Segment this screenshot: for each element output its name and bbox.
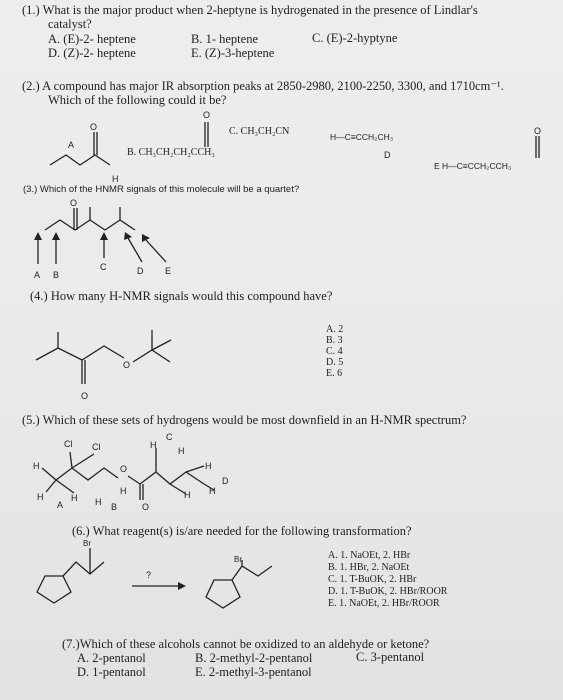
q2-structure-e-carbonyl (536, 136, 539, 158)
q5-label-d: D (222, 476, 229, 486)
q5-label-o-ether: O (120, 464, 128, 474)
q5-label-cl2: Cl (92, 442, 101, 452)
q4-label-o-carbonyl: O (81, 391, 89, 401)
q6-option-e: E. 1. NaOEt, 2. HBr/ROOR (328, 598, 440, 609)
q6-option-d: D. 1. T-BuOK, 2. HBr/ROOR (328, 586, 448, 597)
q4-option-e: E. 6 (326, 368, 343, 379)
q1-option-d: D. (Z)-2- heptene (48, 46, 136, 60)
q7-option-b: B. 2-methyl-2-pentanol (195, 651, 313, 665)
q2-question: (2.) A compound has major IR absorption peaks at 2850-2980, 2100-2250, 3300, and 1710cm⁻¹. (22, 79, 504, 93)
q4-molecule (36, 330, 171, 384)
q7-option-d: D. 1-pentanol (77, 665, 146, 679)
q4-option-a: A. 2 (326, 324, 344, 335)
q6-br-product: Br (234, 555, 242, 564)
q1-option-a: A. (E)-2- heptene (48, 32, 136, 46)
q3-label-b: B (53, 270, 60, 280)
q6-option-a: A. 1. NaOEt, 2. HBr (328, 550, 411, 561)
q5-label-h1: H (150, 440, 157, 450)
q5-label-h5: H (37, 492, 44, 502)
q5-label-cl1: Cl (64, 439, 73, 449)
q7-option-a: A. 2-pentanol (77, 651, 146, 665)
q5-label-o-carbonyl: O (142, 502, 150, 512)
q2-label-d: D (384, 150, 391, 160)
q2-option-d-formula: H—C≡CCH₂CH₃ (330, 132, 394, 142)
q2-label-o-e: O (534, 126, 542, 136)
q1-option-e: E. (Z)-3-heptene (191, 46, 275, 60)
q4-option-b: B. 3 (326, 335, 343, 346)
q2-label-h: H (112, 174, 119, 184)
q5-label-c: C (166, 432, 173, 442)
q5-label-h3: H (33, 461, 40, 471)
q2-label-a: A (68, 140, 75, 150)
q6-option-b: B. 1. HBr, 2. NaOEt (328, 562, 410, 573)
q5-label-h6: H (71, 493, 78, 503)
q1-question: (1.) What is the major product when 2-heptyne is hydrogenated in the presence of Lindlar's (22, 3, 478, 17)
q5-label-h7: H (95, 497, 102, 507)
q6-question: (6.) What reagent(s) is/are needed for the following transformation? (72, 524, 412, 538)
q5-question: (5.) Which of these sets of hydrogens would be most downfield in an H-NMR spectrum? (22, 413, 467, 427)
q5-label-h9: H (184, 490, 191, 500)
q5-label-h10: H (209, 486, 216, 496)
q5-molecule (42, 448, 214, 500)
q5-label-h2: H (178, 446, 185, 456)
q2-option-c: C. CH₃CH₂CN (229, 126, 290, 137)
q6-option-c: C. 1. T-BuOK, 2. HBr (328, 574, 417, 585)
q3-label-o: O (70, 198, 78, 208)
q3-label-c: C (100, 262, 107, 272)
q6-br-reactant: Br (83, 539, 91, 548)
q1-question-cont: catalyst? (48, 17, 92, 31)
q5-label-a: A (57, 500, 64, 510)
q1-option-c: C. (E)-2-hyptyne (312, 31, 398, 45)
q5-label-b: B (111, 502, 118, 512)
q6-reaction-arrow (132, 582, 186, 590)
q7-option-c: C. 3-pentanol (356, 650, 425, 664)
q3-question: (3.) Which of the HNMR signals of this molecule will be a quartet? (23, 184, 300, 195)
q3-label-d: D (137, 266, 144, 276)
q2-question-cont: Which of the following could it be? (48, 93, 227, 107)
q2-option-e: E H—C≡CCH₂CCH₃ (434, 161, 512, 171)
q2-structure-a (50, 132, 110, 165)
q5-label-h8: H (120, 486, 127, 496)
q4-label-o-ring: O (123, 360, 131, 370)
q4-question: (4.) How many H-NMR signals would this compound have? (30, 289, 333, 303)
q1-option-b: B. 1- heptene (191, 32, 258, 46)
q4-option-d: D. 5 (326, 357, 344, 368)
q3-label-e: E (165, 266, 172, 276)
q5-label-h4: H (205, 461, 212, 471)
q7-option-e: E. 2-methyl-3-pentanol (195, 665, 312, 679)
q7-question: (7.)Which of these alcohols cannot be oxidized to an aldehyde or ketone? (62, 637, 430, 651)
q2-structure-b-carbonyl (205, 122, 208, 147)
q3-molecule (34, 207, 166, 264)
q2-option-b: B. CH₃CH₂CH₂CCH₃ (127, 147, 215, 158)
q6-product (206, 560, 272, 608)
q2-label-o-b: O (203, 110, 211, 120)
q6-reactant (37, 548, 104, 603)
q6-arrow-label: ? (146, 570, 152, 580)
q4-option-c: C. 4 (326, 346, 343, 357)
q2-label-o-a: O (90, 122, 98, 132)
q3-label-a: A (34, 270, 41, 280)
